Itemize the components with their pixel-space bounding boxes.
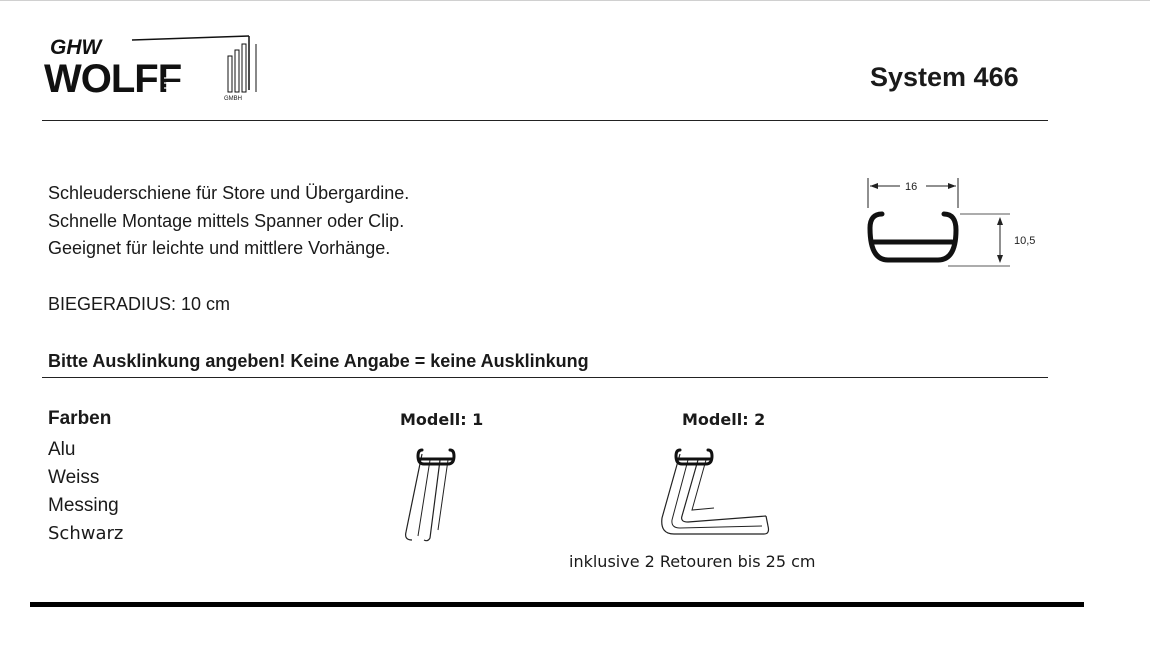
description-line: Schleuderschiene für Store und Übergardine. [48,183,410,203]
color-item: Weiss [48,467,100,488]
notice-text: Bitte Ausklinkung angeben! Keine Angabe = keine Ausklinkung [48,351,589,371]
description-line: Geeignet für leichte und mittlere Vorhänge. [48,238,391,258]
color-item: Messing [48,495,119,516]
color-list [48,436,123,548]
model-1-drawing [396,440,466,545]
description [48,180,409,263]
description-line: Schnelle Montage mittels Spanner oder Clip. [48,210,405,231]
logo-gmbh-text: GMBH [224,96,242,102]
color-item: Alu [48,439,76,460]
logo-ghw-text: GHW [50,36,102,59]
model-2-caption: inklusive 2 Retouren bis 25 cm [569,552,816,571]
model-2-title: Modell: 2 [682,410,766,429]
profile-height-label: 10,5 [1014,235,1036,247]
color-item: Schwarz [48,523,124,544]
header-divider [42,120,1048,121]
ghw-wolff-logo [44,30,259,102]
system-title: System 466 [870,62,1019,92]
profile-cross-section-drawing [860,172,1050,272]
notice-divider [42,377,1048,378]
top-border [0,0,1150,1]
bending-radius: BIEGERADIUS: 10 cm [48,294,231,314]
profile-width-label: 16 [905,181,918,193]
colors-title: Farben [48,408,112,429]
footer-divider [30,602,1084,607]
model-2-drawing [652,440,777,540]
model-1-title: Modell: 1 [400,410,484,429]
logo-wolff-text: WOLFF [44,57,182,101]
